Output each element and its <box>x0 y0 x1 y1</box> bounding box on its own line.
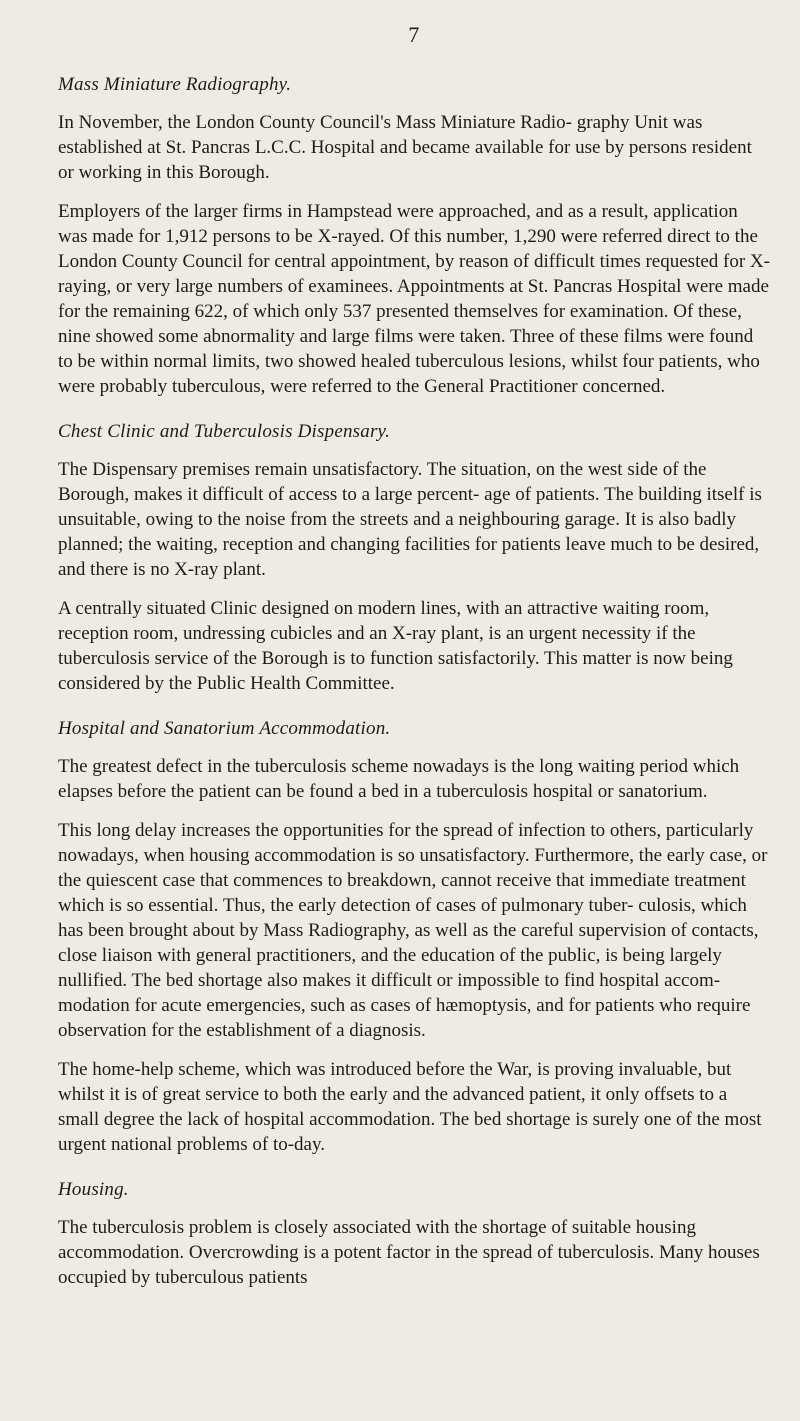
paragraph: The tuberculosis problem is closely associated with the shortage of suitable housing accommodation. Overcrowding is a potent factor in the spread of tuberculosis. Many houses occupied by tuberculous patients <box>58 1217 760 1288</box>
section-heading: Chest Clinic and Tuberculosis Dispensary. <box>58 421 391 442</box>
section-housing <box>58 1179 770 1290</box>
section-heading: Housing. <box>58 1179 129 1200</box>
document-page <box>58 22 770 1312</box>
page-number: 7 <box>408 22 420 47</box>
paragraph: The Dispensary premises remain unsatisfactory. The situation, on the west side of the Borough, makes it difficult of access to a large percent- age of patients. The building itself is unsuitable, owing to the noise from the streets and a neighbouring garage. It is also badly planned; the waiting, reception and changing facilities for patients leave much to be desired, and there is no X-ray plant. <box>58 459 762 580</box>
paragraph: In November, the London County Council's Mass Miniature Radio- graphy Unit was established at St. Pancras L.C.C. Hospital and became available for use by persons resident or working in this Borough. <box>58 112 752 183</box>
section-heading: Hospital and Sanatorium Accommodation. <box>58 718 391 739</box>
paragraph: Employers of the larger firms in Hampstead were approached, and as a result, application was made for 1,912 persons to be X-rayed. Of this number, 1,290 were referred direct to the London County Council for central appointment, by reason of difficult times requested for X-raying, or very large numbers of examinees. Appointments at St. Pancras Hospital were made for the remaining 622, of which only 537 presented themselves for examination. Of these, nine showed some abnormality and large films were taken. Three of these films were found to be within normal limits, two showed healed tuberculous lesions, whilst four patients, who were probably tuberculous, were referred to the General Practitioner concerned. <box>58 201 770 397</box>
section-heading: Mass Miniature Radiography. <box>58 74 292 95</box>
paragraph: This long delay increases the opportunities for the spread of infection to others, particularly nowadays, when housing accommodation is so unsatisfactory. Furthermore, the early case, or the quiescent case that commences to breakdown, cannot receive that immediate treatment which is so essential. Thus, the early detection of cases of pulmonary tuber- culosis, which has been brought about by Mass Radiography, as well as the careful supervision of contacts, close liaison with general practitioners, and the education of the public, is being largely nullified. The bed shortage also makes it difficult or impossible to find hospital accom- modation for acute emergencies, such as cases of hæmoptysis, and for patients who require observation for the establishment of a diagnosis. <box>58 820 768 1041</box>
section-chest-clinic <box>58 421 770 696</box>
paragraph: The greatest defect in the tuberculosis scheme nowadays is the long waiting period which elapses before the patient can be found a bed in a tuberculosis hospital or sanatorium. <box>58 756 740 802</box>
paragraph: The home-help scheme, which was introduced before the War, is proving invaluable, but whilst it is of great service to both the early and the advanced patient, it only offsets to a small degree the lack of hospital accommodation. The bed shortage is surely one of the most urgent national problems of to-day. <box>58 1059 762 1155</box>
section-hospital-accommodation <box>58 718 770 1157</box>
paragraph: A centrally situated Clinic designed on modern lines, with an attractive waiting room, reception room, undressing cubicles and an X-ray plant, is an urgent necessity if the tuberculosis service of the Borough is to function satisfactorily. This matter is now being considered by the Public Health Committee. <box>58 598 733 694</box>
section-mass-miniature-radiography <box>58 74 770 399</box>
